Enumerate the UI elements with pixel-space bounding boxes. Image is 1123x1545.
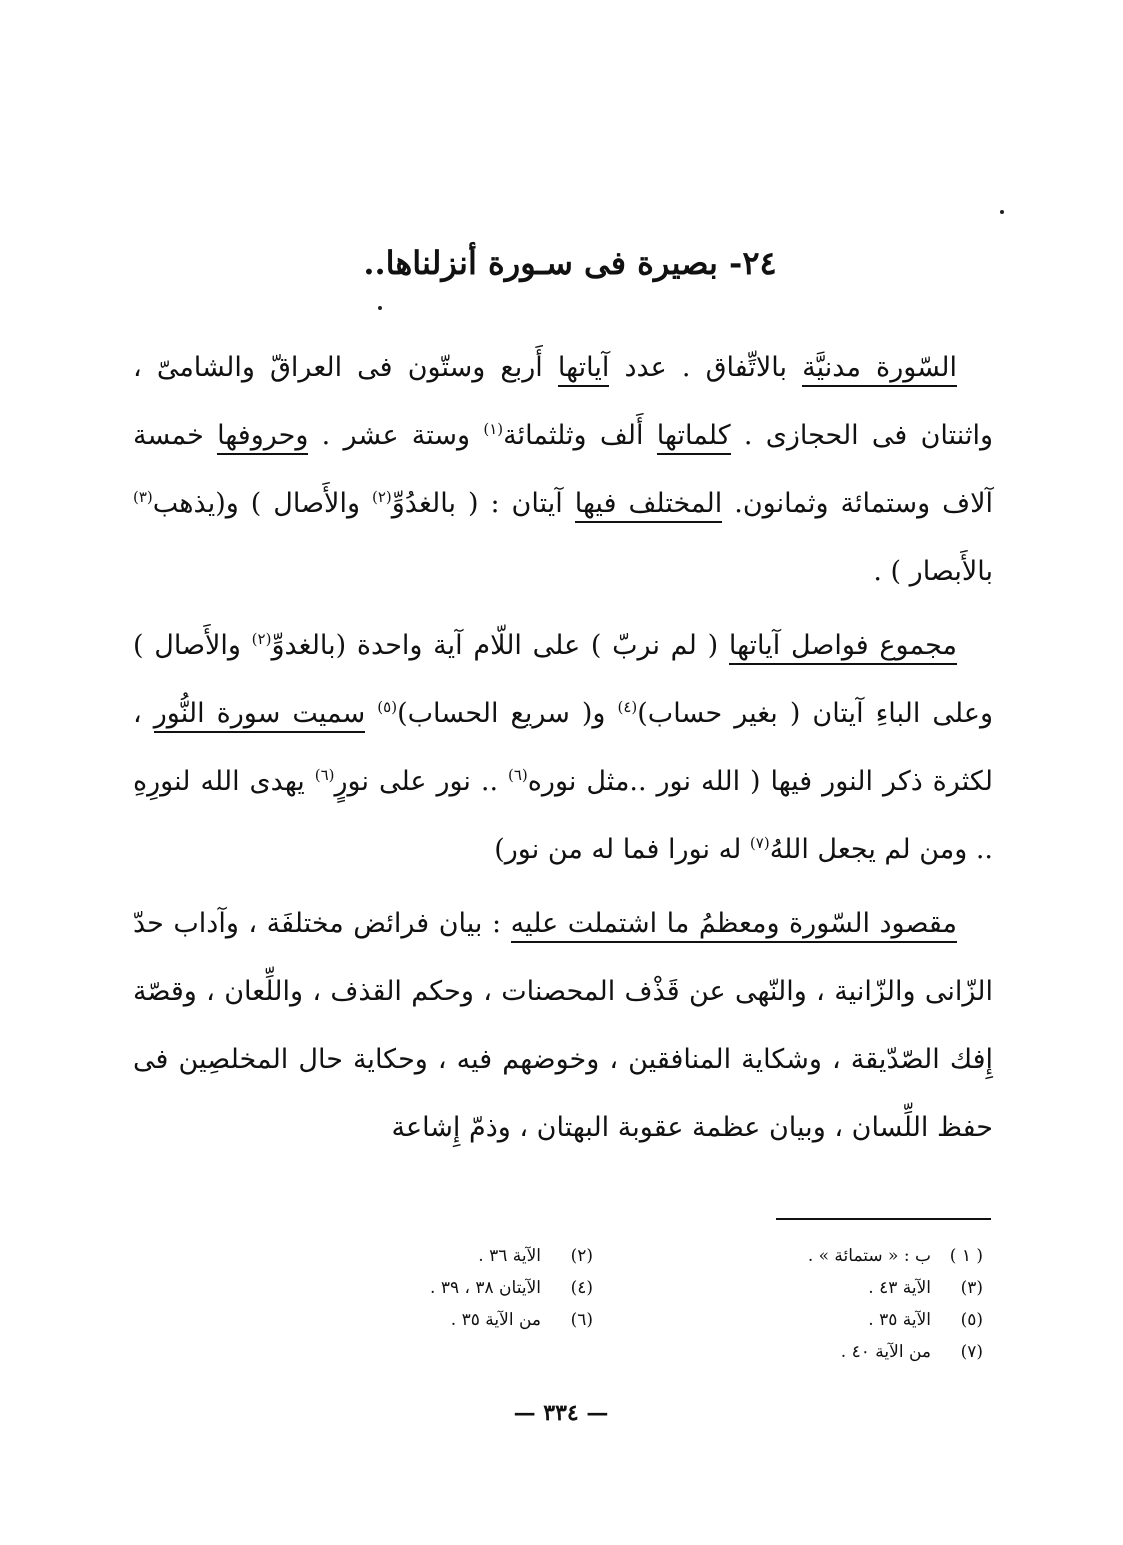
text-run: والأَصال ) و(يذهب (152, 488, 372, 519)
text-run: ( لم نربّ ) على اللّام آية واحدة (بالغدوِّ (271, 630, 729, 661)
text-run: يهدى الله لنورِهِ .. ومن لم يجعل اللهُ (133, 766, 993, 865)
underlined-phrase: كلماتها (657, 420, 731, 455)
footnote-text: الآيتان ٣٨ ، ٣٩ . (430, 1278, 541, 1298)
text-run: والأَصال ) وعلى الباءِ آيتان ( بغير حساب) (133, 630, 993, 729)
text-run: آيتان : ( بالغدُوِّ (391, 488, 575, 519)
text-run: : بيان فرائض مختلفَة ، وآداب حدّ الزّانى والزّانية ، والنّهى عن قَذْف المحصنات ، وحكم القذف ، واللِّعان ، وقصّة إِفك الصّدّيقة ، وشكاية المنافقين ، وخوضهم فيه ، وحكاية حال المخلصِين فى حفظ اللِّسان ، وبيان عظمة عقوبة البهتان ، وذمّ إِشاعة (133, 908, 993, 1143)
text-run: و( سريع الحساب) (397, 698, 618, 729)
text-run: أَلف وثلثمائة (503, 420, 657, 451)
paragraph (133, 890, 993, 1162)
footnote-number: (٧) (960, 1342, 983, 1362)
footnote-number: (٦) (570, 1310, 593, 1330)
paragraph (133, 612, 993, 884)
footnote-ref: (٦) (507, 766, 528, 784)
footnote-ref: (٤) (617, 698, 638, 716)
chapter-title: ٢٤- بصيرة فى سـورة أنزلناها.. (363, 244, 777, 282)
footnote (263, 1304, 593, 1336)
footnote (653, 1336, 983, 1368)
footnote (653, 1272, 983, 1304)
underlined-phrase: وحروفها (217, 420, 308, 455)
text-run (365, 698, 377, 729)
footnote-text: من الآية ٣٥ . (450, 1310, 541, 1330)
scan-speck (378, 306, 382, 310)
text-run: أَربع وستّون فى العراقّ والشامىّ ، واثنتان فى الحجازى . (133, 352, 993, 451)
footnote-text: الآية ٤٣ . (868, 1278, 931, 1298)
text-run: .. نور على نورٍ (334, 766, 508, 797)
footnote-number: (٢) (570, 1246, 593, 1266)
footnote-number: (٤) (570, 1278, 593, 1298)
footnote-ref: (٢) (371, 488, 392, 506)
footnote-text: الآية ٣٦ . (478, 1246, 541, 1266)
paragraph (133, 334, 993, 606)
text-run: بالأَبصار ) . (873, 556, 993, 587)
footnote (653, 1304, 983, 1336)
body-text (133, 334, 993, 1162)
underlined-phrase: السّورة مدنيَّة (802, 352, 957, 387)
footnote (263, 1272, 593, 1304)
footnote-ref: (٦) (314, 766, 335, 784)
footnote-number: (٣) (960, 1278, 983, 1298)
footnote (263, 1240, 593, 1272)
footnote-text: ب : « ستمائة » . (807, 1246, 931, 1266)
footnote-number: ( ١ ) (949, 1246, 983, 1266)
footnote-text: من الآية ٤٠ . (840, 1342, 931, 1362)
underlined-phrase: سميت سورة النُّور (154, 698, 366, 733)
scan-speck (1000, 210, 1004, 214)
text-run: له نورا فما له من نور) (494, 834, 750, 865)
footnotes (263, 1240, 983, 1368)
footnote-text: الآية ٣٥ . (868, 1310, 931, 1330)
footnote-ref: (٥) (377, 698, 398, 716)
underlined-phrase: المختلف فيها (575, 488, 723, 523)
text-run: وستة عشر . (308, 420, 484, 451)
text-run: بالاتِّفاق . عدد (609, 352, 803, 383)
underlined-phrase: مجموع فواصل آياتها (729, 630, 957, 665)
underlined-phrase: آياتها (558, 352, 609, 387)
footnote-ref: (٢) (251, 630, 272, 648)
page-number: — ٣٣٤ — (513, 1400, 609, 1426)
underlined-phrase: مقصود السّورة ومعظمُ ما اشتملت عليه (511, 908, 957, 943)
footnote-ref: (١) (483, 420, 504, 438)
text-run: خمسة آلاف وستمائة وثمانون. (133, 420, 993, 519)
footnote-ref: (٣) (133, 488, 153, 506)
footnote-rule (776, 1218, 991, 1220)
footnote-number: (٥) (960, 1310, 983, 1330)
footnote (653, 1240, 983, 1272)
text-run: ، لكثرة ذكر النور فيها ( الله نور ..مثل نوره (133, 698, 993, 797)
footnote-ref: (٧) (749, 834, 770, 852)
